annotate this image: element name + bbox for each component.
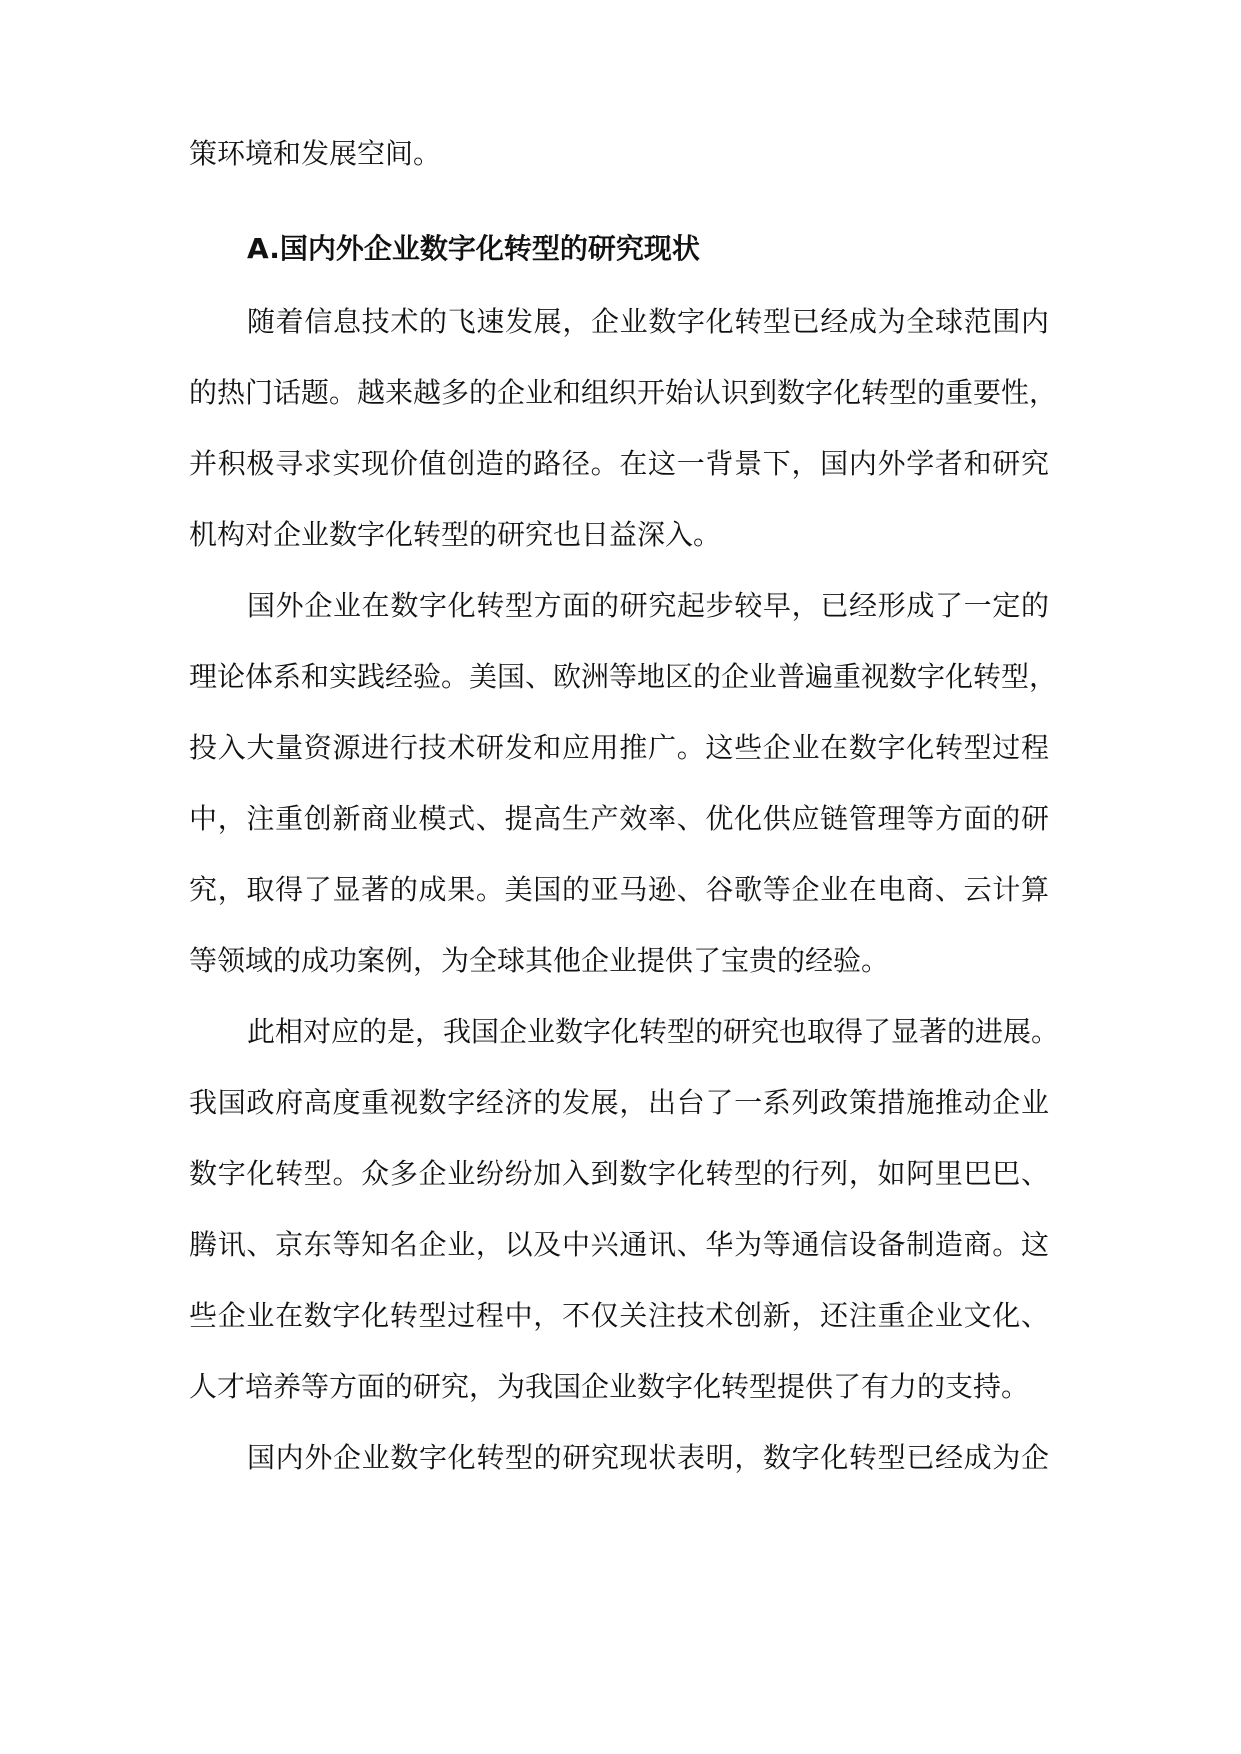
paragraph-3-line-6: 人才培养等方面的研究，为我国企业数字化转型提供了有力的支持。 <box>189 1370 1030 1403</box>
paragraph-1-line-2: 的热门话题。越来越多的企业和组织开始认识到数字化转型的重要性， <box>189 376 1058 409</box>
paragraph-2-line-5: 究，取得了显著的成果。美国的亚马逊、谷歌等企业在电商、云计算 <box>189 873 1049 906</box>
paragraph-0-line-1: 策环境和发展空间。 <box>189 137 442 170</box>
paragraph-2-line-4: 中，注重创新商业模式、提高生产效率、优化供应链管理等方面的研 <box>189 802 1049 835</box>
paragraph-3-line-4: 腾讯、京东等知名企业，以及中兴通讯、华为等通信设备制造商。这 <box>189 1228 1049 1261</box>
paragraph-3-line-3: 数字化转型。众多企业纷纷加入到数字化转型的行列，如阿里巴巴、 <box>189 1157 1049 1190</box>
paragraph-2-line-6: 等领域的成功案例，为全球其他企业提供了宝贵的经验。 <box>189 944 890 977</box>
paragraph-1-line-1: 随着信息技术的飞速发展，企业数字化转型已经成为全球范围内 <box>247 305 1049 338</box>
paragraph-1-line-3: 并积极寻求实现价值创造的路径。在这一背景下，国内外学者和研究 <box>189 447 1049 480</box>
paragraph-3-line-2: 我国政府高度重视数字经济的发展，出台了一系列政策措施推动企业 <box>189 1086 1049 1119</box>
section-heading: A.国内外企业数字化转型的研究现状 <box>247 232 700 265</box>
paragraph-3-line-1: 此相对应的是，我国企业数字化转型的研究也取得了显著的进展。 <box>247 1015 1060 1048</box>
paragraph-2-line-2: 理论体系和实践经验。美国、欧洲等地区的企业普遍重视数字化转型， <box>189 660 1058 693</box>
paragraph-2-line-1: 国外企业在数字化转型方面的研究起步较早，已经形成了一定的 <box>247 589 1049 622</box>
paragraph-3-line-5: 些企业在数字化转型过程中，不仅关注技术创新，还注重企业文化、 <box>189 1299 1049 1332</box>
paragraph-1-line-4: 机构对企业数字化转型的研究也日益深入。 <box>189 518 722 551</box>
paragraph-4-line-1: 国内外企业数字化转型的研究现状表明，数字化转型已经成为企 <box>247 1441 1049 1474</box>
paragraph-2-line-3: 投入大量资源进行技术研发和应用推广。这些企业在数字化转型过程 <box>189 731 1049 764</box>
